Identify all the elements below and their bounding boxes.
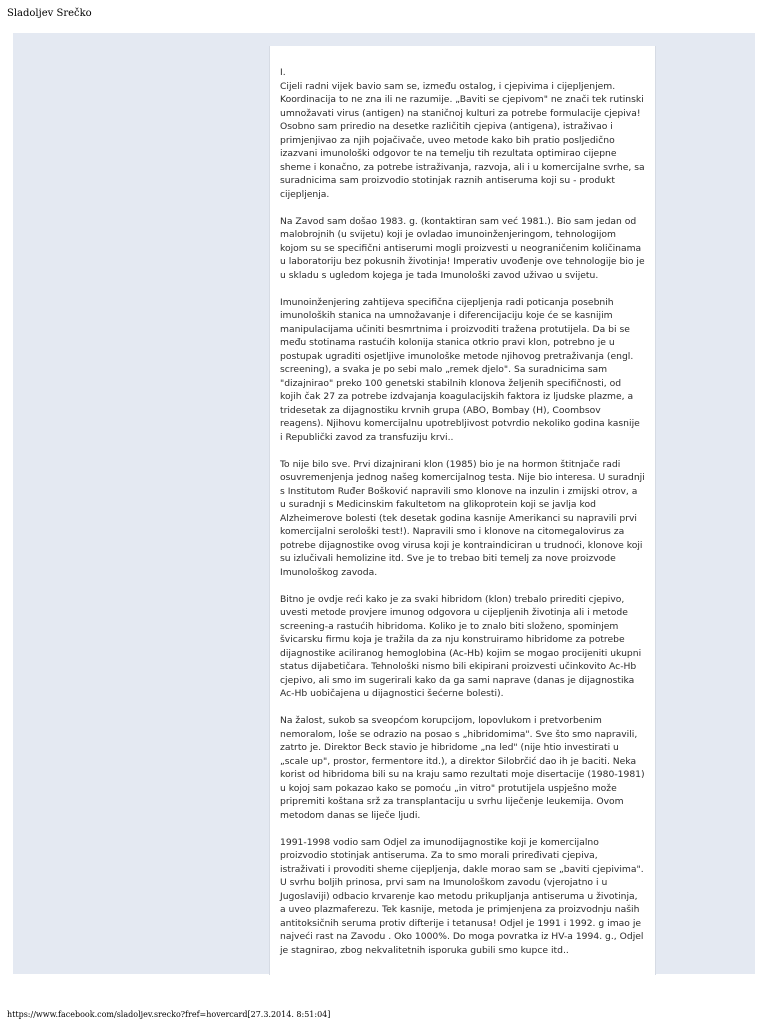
- page-footer-url: https://www.facebook.com/sladoljev.srecko?fref=hovercard[27.3.2014. 8:51:04]: [7, 1010, 331, 1019]
- document-heading: I.: [280, 67, 286, 78]
- paragraph-6: Na žalost, sukob sa sveopćom korupcijom, lopovlukom i pretvorbenim nemoralom, loše se odrazio na posao s „hibridomima". Sve što smo napravili, zatrto je. Direktor Beck stavio je hibridome „na led" (nije htio investirati u „scale up", prostor, fermentore itd.), a direktor Silobrčić dao ih je baciti. Neka korist od hibridoma bili su na kraju samo rezultati moje disertacije (1980-1981) u kojoj sam pokazao kako se pomoću „in vitro" protutijela uspješno može pripremiti koštana srž za transplantaciju u svrhu liječenje leukemija. Ovom metodom danas se liječe ljudi.: [280, 715, 645, 821]
- paragraph-7: 1991-1998 vodio sam Odjel za imunodijagnostike koji je komercijalno proizvodio stotinjak antiseruma. Za to smo morali priređivati cjepiva, istraživati i provoditi sheme cijepljenja, dakle morao sam se „baviti cjepivima". U svrhu boljih prinosa, prvi sam na Imunološkom zavodu (vjerojatno i u Jugoslaviji) odbacio krvarenje kao metodu prikupljanja antiseruma u životinja, a uveo plazmaferezu. Tek kasnije, metoda je primjenjena za proizvodnju naših antitoksičnih seruma protiv difterije i tetanusa! Odjel je 1991 i 1992. g imao je najveći rast na Zavodu . Oko 1000%. Do moga povratka iz HV-a 1994. g., Odjel je stagnirao, zbog nekvalitetnih isporuka gubili smo kupce itd..: [280, 836, 644, 956]
- paragraph-2: Na Zavod sam došao 1983. g. (kontaktiran sam već 1981.). Bio sam jedan od malobrojnih (u svijetu) koji je ovladao imunoinženjeringom, tehnologijom kojom su se specifični antiserumi mogli proizvesti u neograničenim količinama u laboratoriju bez pokusnih životinja! Imperativ uvođenje ove tehnologije bio je u skladu s ugledom kojega je tada Imunološki zavod uživao u svijetu.: [280, 215, 645, 281]
- document-page: [269, 46, 656, 975]
- paragraph-4: To nije bilo sve. Prvi dizajnirani klon (1985) bio je na hormon štitnjače radi osuvremenjenja jednog našeg komercijalnog testa. Nije bio interesa. U suradnji s Institutom Ruđer Bošković napravili smo klonove na inzulin i zmijski otrov, a u suradnji s Medicinskim fakultetom na glikoprotein koji se javlja kod Alzheimerove bolesti (tek desetak godina kasnije Amerikanci su napravili prvi komercijalni serološki test!). Napravili smo i klonove na citomegalovirus za potrebe dijagnostike ovog virusa koji je kontraindiciran u trudnoći, klonove koji su izlučivali hemolizine itd. Sve je to trebao biti temelj za nove proizvode Imunološkog zavoda.: [280, 458, 645, 578]
- paragraph-5: Bitno je ovdje reći kako je za svaki hibridom (klon) trebalo prirediti cjepivo, uvesti metode provjere imunog odgovora u cijepljenih životinja ali i metode screening-a rastućih hibridoma. Koliko je to znalo biti složeno, spominjem švicarsku firmu koja je tražila da za nju konstruiramo hibridome za potrebe dijagnostike aciliranog hemoglobina (Ac-Hb) kojim se mogao procijeniti ukupni status dijabetičara. Tehnološki nismo bili ekipirani proizvesti učinkovito Ac-Hb cjepivo, ali smo im sugerirali kako da ga sami naprave (danas je dijagnostika Ac-Hb uobičajena u dijagnostici šećerne bolesti).: [280, 593, 642, 699]
- paragraph-1: Cijeli radni vijek bavio sam se, između ostalog, i cjepivima i cijepljenjem. Koordinacija to ne zna ili ne razumije. „Baviti se cjepivom" ne znači tek rutinski umnožavati virus (antigen) na staničnoj kulturi za potrebe formulacije cjepiva! Osobno sam priredio na desetke različitih cjepiva (antigena), istraživao i primjenjivao za njih pojačivače, uveo metode kako bih pratio posljedično izazvani imunološki odgovor te na temelju tih rezultata optimirao cijepne sheme i konačno, za potrebe istraživanja, razvoja, ali i u komercijalne svrhe, sa suradnicima sam proizvodio stotinjak raznih antiseruma koji su - produkt cijepljenja.: [280, 80, 645, 200]
- paragraph-3: Imunoinženjering zahtijeva specifična cijepljenja radi poticanja posebnih imunoloških stanica na umnožavanje i diferencijaciju koje će se kasnijim manipulacijama učiniti besmrtnima i proizvoditi tražena protutijela. Da bi se među stotinama rastućih kolonija stanica otkrio pravi klon, potrebno je u postupak ugraditi osjetljive imunološke metode njihovog pretraživanja (engl. screening), a svaka je po sebi malo „remek djelo". Sa suradnicima sam "dizajnirao" preko 100 genetski stabilnih klonova željenih specifičnosti, od kojih čak 27 za potrebe izdvajanja koagulacijskih faktora iz ljudske plazme, a tridesetak za dijagnostiku krvnih grupa (ABO, Bombay (H), Coombsov reagens). Njihovu komercijalnu upotrebljivost potvrdio nekoliko godina kasnije i Republički zavod za transfuziju krvi..: [280, 296, 640, 443]
- page-header-title: Sladoljev Srečko: [7, 8, 92, 19]
